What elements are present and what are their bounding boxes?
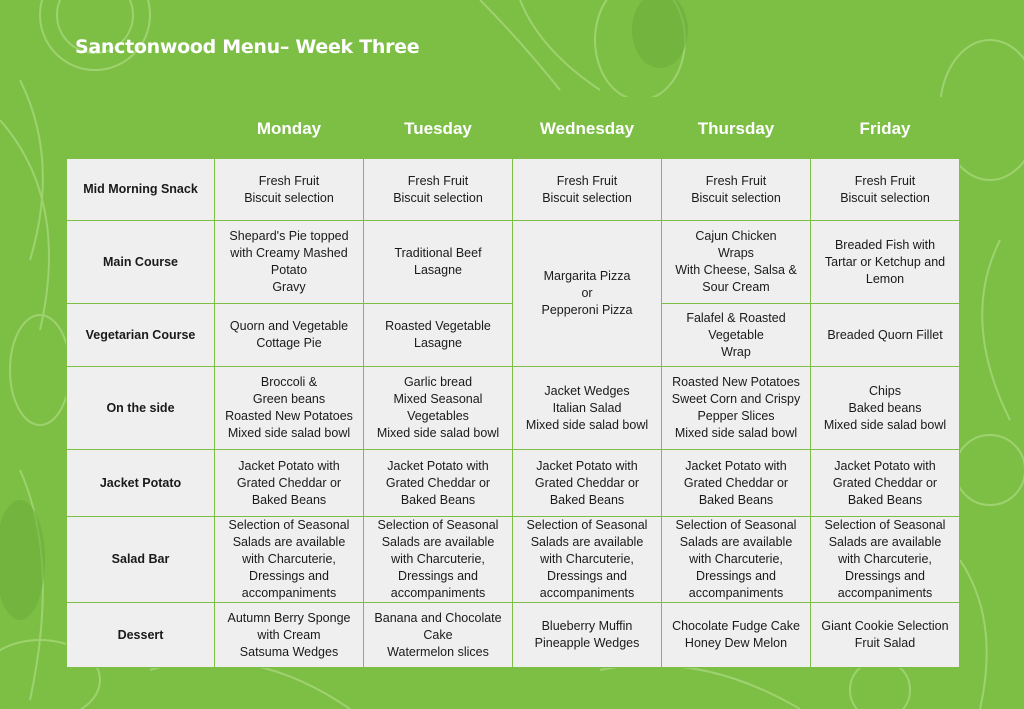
menu-cell: Fresh Fruit Biscuit selection (215, 159, 364, 221)
menu-cell: Selection of Seasonal Salads are available with Charcuterie, Dressings and accompaniments (215, 517, 364, 603)
menu-cell: Falafel & Roasted Vegetable Wrap (662, 304, 811, 367)
day-header-friday: Friday (811, 98, 960, 159)
menu-cell: Breaded Quorn Fillet (811, 304, 960, 367)
row-label-dessert: Dessert (67, 603, 215, 668)
menu-cell: Fresh Fruit Biscuit selection (513, 159, 662, 221)
menu-cell: Selection of Seasonal Salads are available with Charcuterie, Dressings and accompaniments (364, 517, 513, 603)
day-header-tuesday: Tuesday (364, 98, 513, 159)
page-title: Sanctonwood Menu– Week Three (75, 36, 420, 58)
row-label-main: Main Course (67, 221, 215, 304)
menu-cell: Shepard's Pie topped with Creamy Mashed Potato Gravy (215, 221, 364, 304)
menu-cell: Giant Cookie Selection Fruit Salad (811, 603, 960, 668)
weekly-menu-table (66, 97, 960, 668)
row-label-jacket: Jacket Potato (67, 450, 215, 517)
menu-cell: Garlic bread Mixed Seasonal Vegetables Mixed side salad bowl (364, 367, 513, 450)
menu-cell: Selection of Seasonal Salads are available with Charcuterie, Dressings and accompaniments (662, 517, 811, 603)
menu-cell: Jacket Potato with Grated Cheddar or Baked Beans (215, 450, 364, 517)
menu-cell: Autumn Berry Sponge with Cream Satsuma Wedges (215, 603, 364, 668)
menu-cell: Cajun Chicken Wraps With Cheese, Salsa & Sour Cream (662, 221, 811, 304)
menu-cell: Roasted Vegetable Lasagne (364, 304, 513, 367)
table-row (67, 517, 960, 603)
menu-cell: Jacket Potato with Grated Cheddar or Baked Beans (364, 450, 513, 517)
table-row (67, 603, 960, 668)
menu-cell: Breaded Fish with Tartar or Ketchup and Lemon (811, 221, 960, 304)
menu-cell: Fresh Fruit Biscuit selection (662, 159, 811, 221)
menu-cell: Blueberry Muffin Pineapple Wedges (513, 603, 662, 668)
table-row (67, 221, 960, 304)
menu-cell: Roasted New Potatoes Sweet Corn and Crispy Pepper Slices Mixed side salad bowl (662, 367, 811, 450)
day-header-row (67, 98, 960, 159)
menu-cell: Fresh Fruit Biscuit selection (364, 159, 513, 221)
menu-cell: Jacket Potato with Grated Cheddar or Baked Beans (811, 450, 960, 517)
menu-cell: Chocolate Fudge Cake Honey Dew Melon (662, 603, 811, 668)
row-label-side: On the side (67, 367, 215, 450)
day-header-wednesday: Wednesday (513, 98, 662, 159)
day-header-monday: Monday (215, 98, 364, 159)
menu-cell: Jacket Potato with Grated Cheddar or Baked Beans (662, 450, 811, 517)
day-header-thursday: Thursday (662, 98, 811, 159)
menu-cell: Traditional Beef Lasagne (364, 221, 513, 304)
table-row (67, 159, 960, 221)
menu-cell: Fresh Fruit Biscuit selection (811, 159, 960, 221)
menu-cell: Jacket Potato with Grated Cheddar or Baked Beans (513, 450, 662, 517)
menu-cell: Selection of Seasonal Salads are available with Charcuterie, Dressings and accompaniments (811, 517, 960, 603)
row-label-salad: Salad Bar (67, 517, 215, 603)
menu-cell: Quorn and Vegetable Cottage Pie (215, 304, 364, 367)
menu-cell: Banana and Chocolate Cake Watermelon slices (364, 603, 513, 668)
table-row (67, 450, 960, 517)
header-corner (67, 98, 215, 159)
row-label-snack: Mid Morning Snack (67, 159, 215, 221)
menu-cell: Chips Baked beans Mixed side salad bowl (811, 367, 960, 450)
menu-cell: Selection of Seasonal Salads are available with Charcuterie, Dressings and accompaniments (513, 517, 662, 603)
menu-cell-merged: Margarita Pizza or Pepperoni Pizza (513, 221, 662, 367)
menu-cell: Broccoli & Green beans Roasted New Potatoes Mixed side salad bowl (215, 367, 364, 450)
table-row (67, 367, 960, 450)
row-label-veg: Vegetarian Course (67, 304, 215, 367)
menu-cell: Jacket Wedges Italian Salad Mixed side salad bowl (513, 367, 662, 450)
